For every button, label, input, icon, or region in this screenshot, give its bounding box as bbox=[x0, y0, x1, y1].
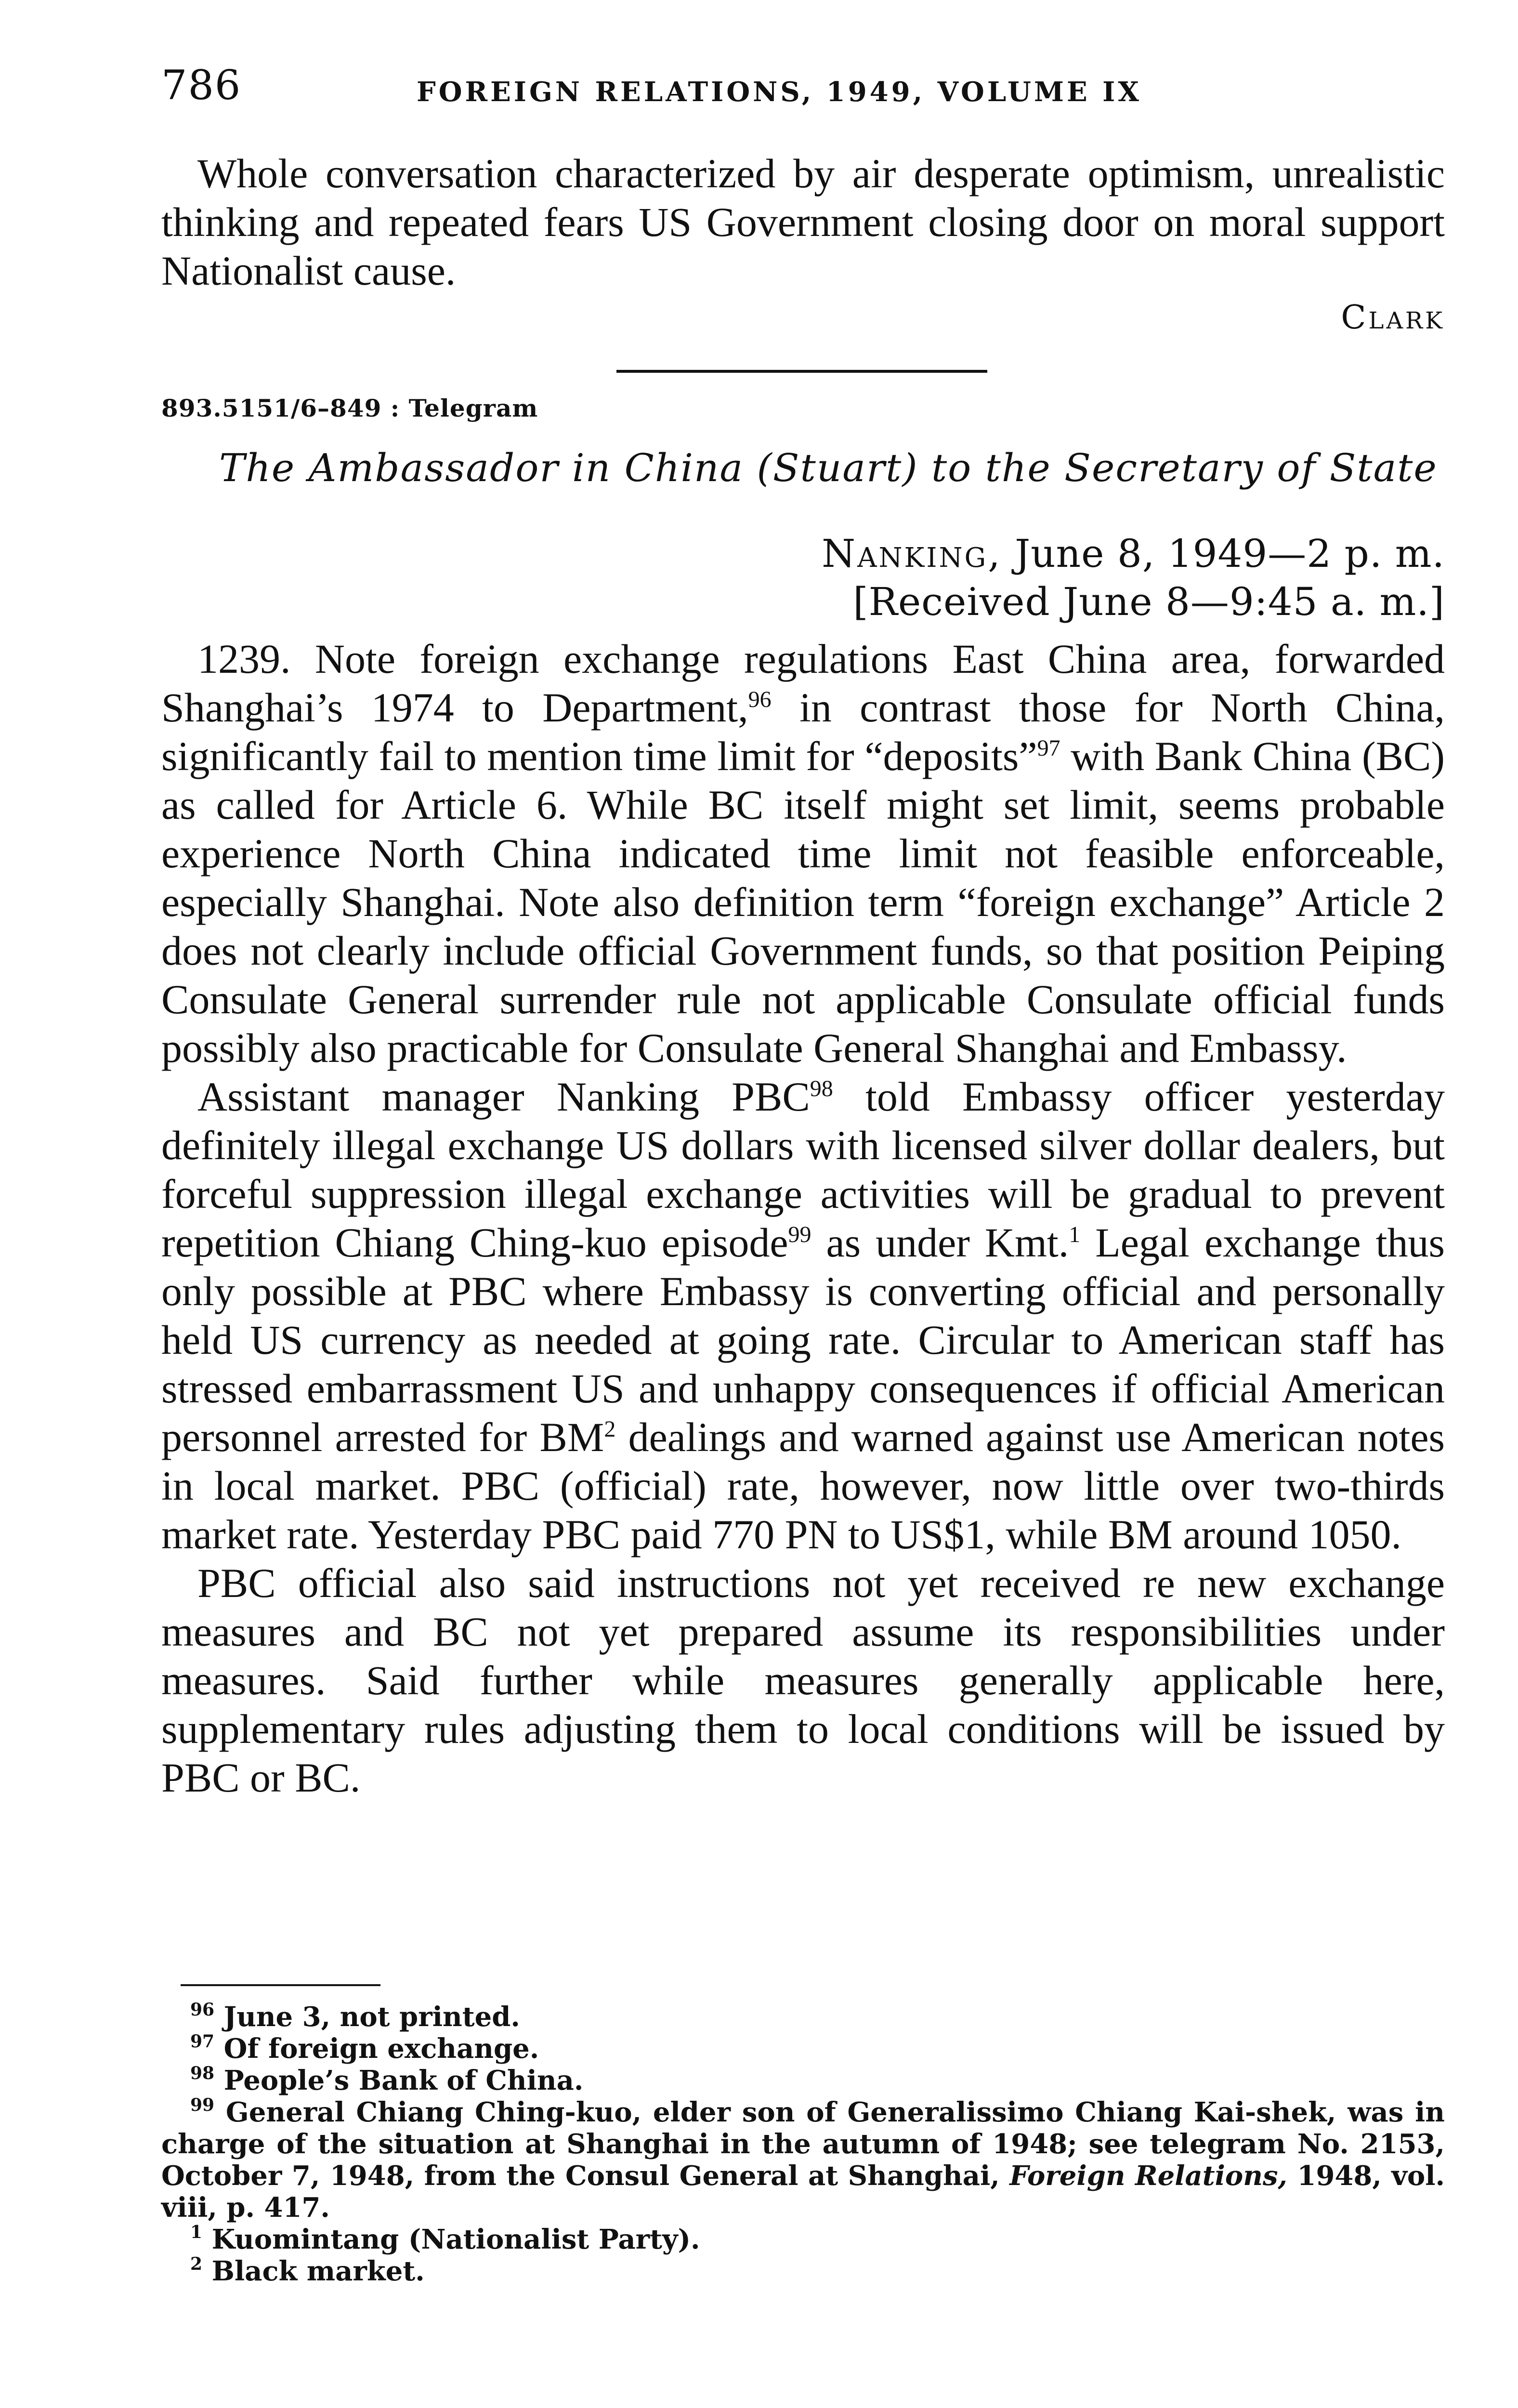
dateline-date: June 8, 1949—2 p. m. bbox=[1015, 531, 1445, 576]
footnote-divider bbox=[181, 1984, 380, 1986]
footnote-text: General Chiang Ching-kuo, elder son of Generalissimo Chiang Kai-shek, was in charge of the situation at Shanghai in the autumn of 1948; see telegram No. 2153, October 7, 1948, from the Consul General at Shanghai, bbox=[161, 2096, 1445, 2192]
footnote-text: Kuomintang (Nationalist Party). bbox=[211, 2224, 700, 2255]
dateline-sent bbox=[822, 530, 1445, 578]
message-paragraph-3: PBC official also said instructions not yet received re new exchange measures and BC not yet prepared assume its responsibilities under measures. Said further while measures generally applicable here, supplementary rules adjusting them to local conditions will be issued by PBC or BC. bbox=[161, 1560, 1445, 1801]
footnote-ref: 98 bbox=[810, 1076, 833, 1101]
preceding-paragraph: Whole conversation characterized by air desperate optimism, unrealistic thinking and repeated fears US Government closing door on moral support Nationalist cause. bbox=[161, 150, 1445, 294]
footnote bbox=[161, 2255, 1445, 2287]
text-run: told Embassy officer yesterday definitely illegal exchange US dollars with licensed silver dollar dealers, but forceful suppression illegal exchange activities will be gradual to prevent repetition Chiang Ching-kuo episode bbox=[161, 1073, 1445, 1266]
footnote-text: People’s Bank of China. bbox=[223, 2065, 584, 2096]
document-page bbox=[161, 0, 1445, 2408]
telegram-body bbox=[161, 635, 1445, 1802]
footnote-text: June 3, not printed. bbox=[223, 2001, 520, 2033]
footnote-mark: 97 bbox=[190, 2031, 215, 2052]
footnote-ref: 96 bbox=[748, 687, 772, 712]
dateline-place: Nanking, bbox=[822, 531, 1002, 576]
footnote-text: Black market. bbox=[211, 2255, 425, 2287]
signature: Clark bbox=[1341, 299, 1445, 337]
running-head: FOREIGN RELATIONS, 1949, VOLUME IX bbox=[417, 76, 1142, 108]
footnote-ref: 2 bbox=[604, 1416, 616, 1442]
text-run: dealings and warned against use American notes in local market. PBC (official) rate, however, now little over two-thirds market rate. Yesterday PBC paid 770 PN to US$1, while BM around 1050. bbox=[161, 1414, 1445, 1557]
footnote-ref: 1 bbox=[1069, 1222, 1081, 1247]
document-reference: 893.5151/6–849 : Telegram bbox=[161, 394, 538, 422]
text-run: as under Kmt. bbox=[811, 1219, 1069, 1266]
footnote-mark: 2 bbox=[190, 2254, 203, 2274]
footnotes bbox=[161, 2001, 1445, 2287]
page-header bbox=[161, 62, 1445, 119]
footnote bbox=[161, 2033, 1445, 2065]
text-run: Legal exchange thus only possible at PBC where Embassy is converting official and personally held US currency as needed at going rate. Circular to American staff has stressed embarrassment US and unhappy consequences if official American personnel arrested for BM bbox=[161, 1219, 1445, 1460]
dateline bbox=[822, 530, 1445, 626]
text-run: in contrast those for North China, significantly fail to mention time limit for “deposits” bbox=[161, 684, 1445, 779]
footnote-mark: 99 bbox=[190, 2095, 215, 2115]
section-divider bbox=[616, 370, 987, 373]
footnote-tail: 1948, vol. viii, p. 417. bbox=[161, 2160, 1445, 2224]
dateline-received: [Received June 8—9:45 a. m.] bbox=[853, 579, 1445, 624]
footnote-mark: 98 bbox=[190, 2063, 215, 2083]
document-title: The Ambassador in China (Stuart) to the Secretary of State bbox=[219, 445, 1438, 490]
footnote-text: Of foreign exchange. bbox=[223, 2033, 539, 2065]
footnote-ref: 99 bbox=[788, 1222, 811, 1247]
page-number: 786 bbox=[161, 62, 242, 109]
footnote bbox=[161, 2096, 1445, 2224]
text-run: 1239. Note foreign exchange regulations East China area, forwarded Shanghai’s 1974 to Department, bbox=[161, 636, 1445, 731]
footnote-mark: 96 bbox=[190, 2000, 215, 2020]
message-paragraph-2 bbox=[161, 1073, 1445, 1559]
text-run: with Bank China (BC) as called for Article 6. While BC itself might set limit, seems probable experience North China indicated time limit not feasible enforceable, especially Shanghai. Note also definition term “foreign exchange” Article 2 does not clearly include official Government funds, so that position Peiping Consulate General surrender rule not applicable Consulate official funds possibly also practicable for Consulate General Shanghai and Embassy. bbox=[161, 733, 1445, 1071]
footnote bbox=[161, 2065, 1445, 2096]
footnote bbox=[161, 2001, 1445, 2033]
footnote bbox=[161, 2224, 1445, 2255]
footnote-italic: Foreign Relations, bbox=[1009, 2160, 1288, 2192]
footnote-ref: 97 bbox=[1037, 735, 1060, 761]
footnote-mark: 1 bbox=[190, 2222, 203, 2242]
text-run: Assistant manager Nanking PBC bbox=[197, 1073, 810, 1120]
message-paragraph-1 bbox=[161, 635, 1445, 1073]
